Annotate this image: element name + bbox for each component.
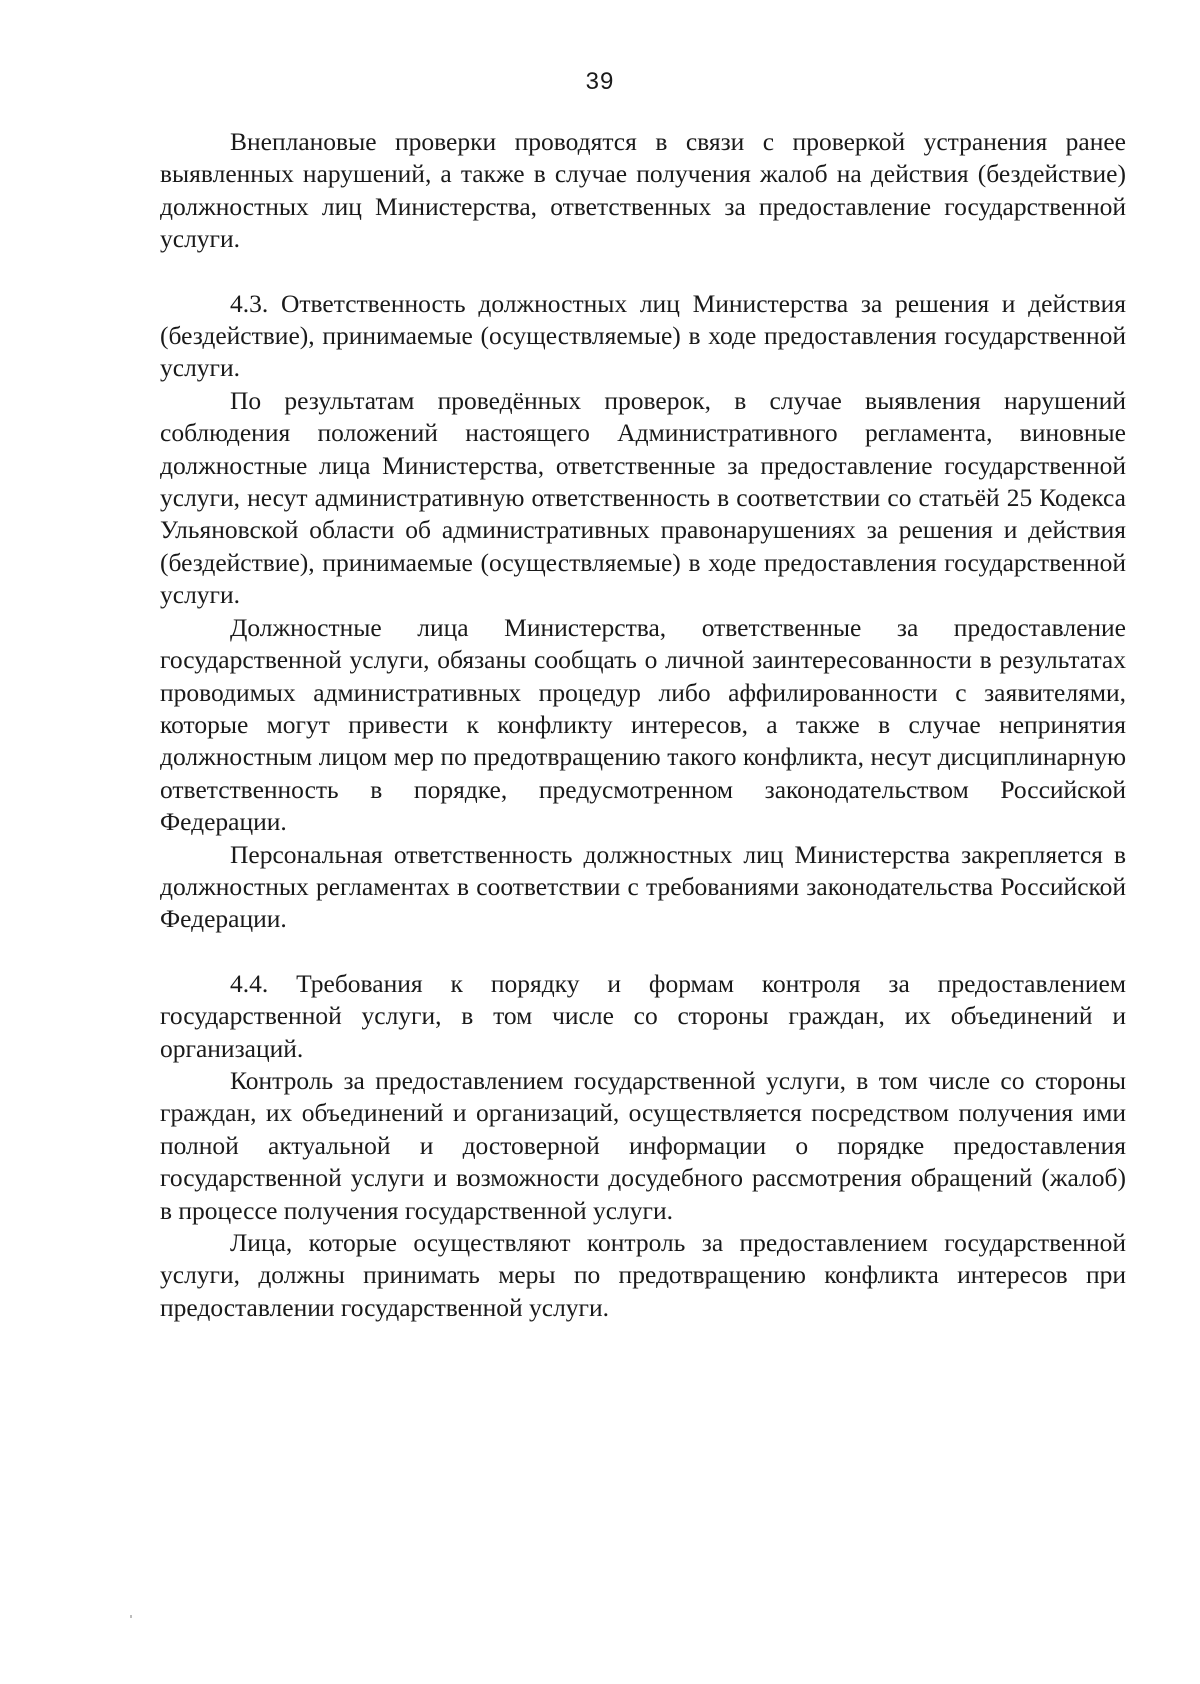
section-spacer xyxy=(160,256,1126,288)
paragraph-conflict-of-interest: Должностные лица Министерства, ответственные за предоставление государственной услуги, обязаны сообщать о личной заинтересованности в результатах проводимых административных процедур либо аффилированности с заявителями, которые могут привести к конфликту интересов, а также в случае непринятия должностным лицом мер по предотвращению такого конфликта, несут дисциплинарную ответственность в порядке, предусмотренном законодательством Российской Федерации. xyxy=(160,612,1126,837)
paragraph-public-control: Контроль за предоставлением государственной услуги, в том числе со стороны граждан, их объединений и организаций, осуществляется посредством получения ими полной актуальной и достоверной информации о порядке предоставления государственной услуги и возможности досудебного рассмотрения обращений (жалоб) в процессе получения государственной услуги. xyxy=(160,1065,1126,1225)
section-heading-4-4: 4.4. Требования к порядку и формам контроля за предоставлением государственной услуги, в том числе со стороны граждан, их объединений и организаций. xyxy=(160,968,1126,1063)
paragraph-unscheduled-inspections: Внеплановые проверки проводятся в связи с проверкой устранения ранее выявленных нарушений, а также в случае получения жалоб на действия (бездействие) должностных лиц Министерства, ответственных за предоставление государственной услуги. xyxy=(160,127,1126,254)
section-spacer xyxy=(160,936,1126,968)
paragraph-controllers-duty: Лица, которые осуществляют контроль за предоставлением государственной услуги, должны принимать меры по предотвращению конфликта интересов при предоставлении государственной услуги. xyxy=(160,1228,1126,1322)
document-body xyxy=(160,126,1126,1324)
page-number: 39 xyxy=(585,68,615,95)
section-heading-4-3: 4.3. Ответственность должностных лиц Министерства за решения и действия (бездействие), принимаемые (осуществляемые) в ходе предоставления государственной услуги. xyxy=(160,288,1126,383)
paragraph-personal-responsibility: Персональная ответственность должностных лиц Министерства закрепляется в должностных регламентах в соответствии с требованиями законодательства Российской Федерации. xyxy=(160,839,1126,934)
scan-artifact xyxy=(130,1615,132,1618)
paragraph-inspection-results: По результатам проведённых проверок, в случае выявления нарушений соблюдения положений настоящего Административного регламента, виновные должностные лица Министерства, ответственные за предоставление государственной услуги, несут административную ответственность в соответствии со статьёй 25 Кодекса Ульяновской области об административных правонарушениях за решения и действия (бездействие), принимаемые (осуществляемые) в ходе предоставления государственной услуги. xyxy=(160,385,1126,610)
